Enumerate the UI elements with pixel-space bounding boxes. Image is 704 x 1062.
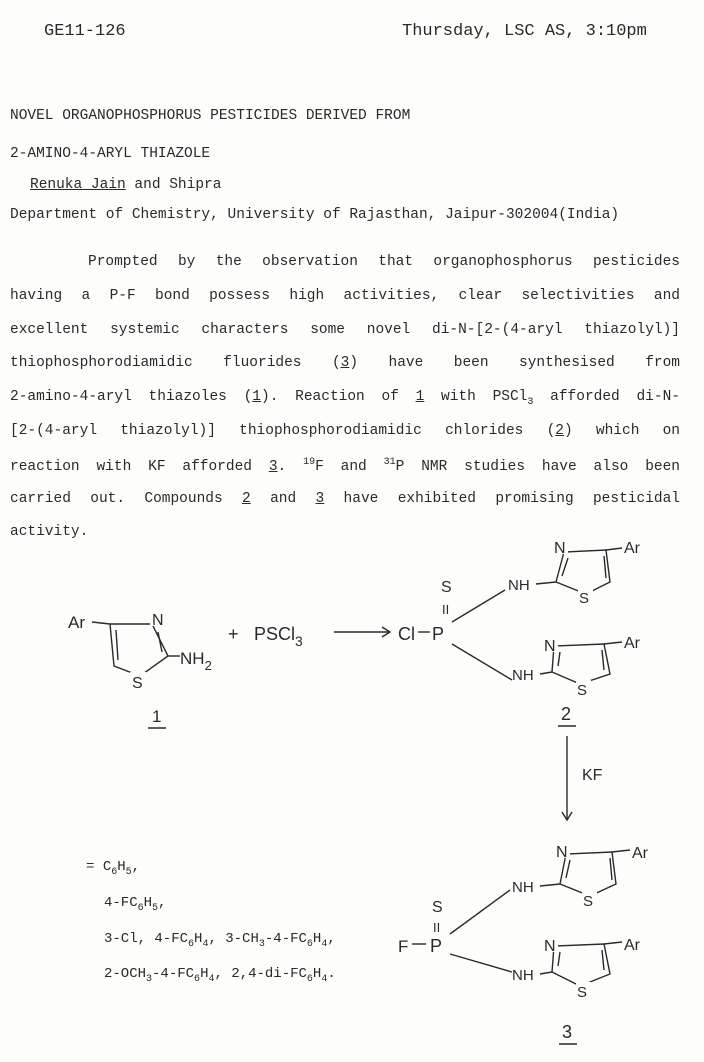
svg-text:P: P [432,624,445,644]
session-info: Thursday, LSC AS, 3:10pm [402,22,647,41]
svg-text:N: N [554,540,566,557]
svg-text:F: F [398,937,409,956]
reagent-pscl3: PSCl$_3$ [254,624,303,649]
abstract-line: [2-(4-aryl thiazolyl)] thiophosphorodiamidic chlorides (2) which on [10,422,680,439]
svg-text:S: S [583,893,594,910]
abstract-line: activity. [10,524,89,541]
abstract-line: carried out. Compounds 2 and 3 have exhibited promising pesticidal [10,490,680,507]
compound-2-structure [398,538,641,726]
title-line-2: 2-AMINO-4-ARYL THIAZOLE [10,146,211,162]
svg-text:S: S [432,899,443,916]
affiliation: Department of Chemistry, University of Rajasthan, Jaipur-302004(India) [10,207,620,223]
svg-text:S: S [441,579,452,596]
compound-label-1: 1 [152,707,162,726]
svg-text:NH: NH [512,967,534,984]
svg-text:NH: NH [512,667,534,684]
compound-1-structure [68,610,212,728]
co-author: and Shipra [125,177,222,193]
svg-text:S: S [579,590,590,607]
kf-arrow [562,736,603,820]
abstract-line: excellent systemic characters some novel di-N-[2-(4-aryl thiazolyl)] [10,321,680,338]
substituent-line: $4-FC_6H_5$, [104,894,167,914]
compound-3-structure [398,842,649,1044]
svg-text:NH2: $NH_2$ [180,649,212,673]
svg-text:II: II [433,920,441,935]
substituent-line: 3-Cl, $4-FC_6H_4$, $3-CH_3-4-FC_6H_4$, [104,930,336,950]
svg-text:Ar: Ar [624,540,640,557]
plus-sign: + [228,624,239,644]
svg-text:NH: NH [512,879,534,896]
svg-text:II: II [442,602,450,617]
svg-text:N: N [544,938,556,955]
svg-text:N: N [556,844,568,861]
svg-text:N: N [544,638,556,655]
svg-text:N: N [152,612,164,629]
compound-label-3: 3 [562,1022,573,1042]
abstract-line: 2-amino-4-aryl thiazoles (1). Reaction of 1 with PSCl$_3$ afforded di-N- [10,389,680,409]
substituent-line: = $C_6H_5$, [86,859,141,878]
presenting-author: Renuka Jain [30,177,126,193]
reaction-arrow [334,627,390,637]
svg-text:Ar: Ar [624,937,640,954]
svg-text:S: S [577,984,588,1001]
substituent-list [86,852,336,995]
svg-text:S: S [577,682,588,699]
abstract-code: GE11-126 [44,22,126,41]
svg-text:Ar: Ar [68,613,85,632]
title-line-1: NOVEL ORGANOPHOSPHORUS PESTICIDES DERIVED FROM [10,108,411,124]
svg-text:S: S [132,675,143,692]
abstract-line: reaction with KF afforded 3. $^{19}$F and $^{31}$P NMR studies have also been [10,456,681,475]
abstract-line: having a P-F bond possess high activities, clear selectivities and [10,287,680,304]
svg-text:Ar: Ar [624,635,640,652]
abstract-line: Prompted by the observation that organophosphorus pesticides [88,254,680,270]
compound-label-2: 2 [561,704,572,724]
svg-text:Cl: Cl [398,624,415,644]
abstract-line: thiophosphorodiamidic fluorides (3) have been synthesised from [10,355,680,372]
svg-text:NH: NH [508,577,530,594]
reagent-kf: KF [582,767,603,784]
svg-text:P: P [430,936,443,956]
substituent-line: $2-OCH_3-4-FC_6H_4$, $2,4-di-FC_6H_4$. [104,966,336,986]
svg-text:Ar: Ar [632,845,648,862]
